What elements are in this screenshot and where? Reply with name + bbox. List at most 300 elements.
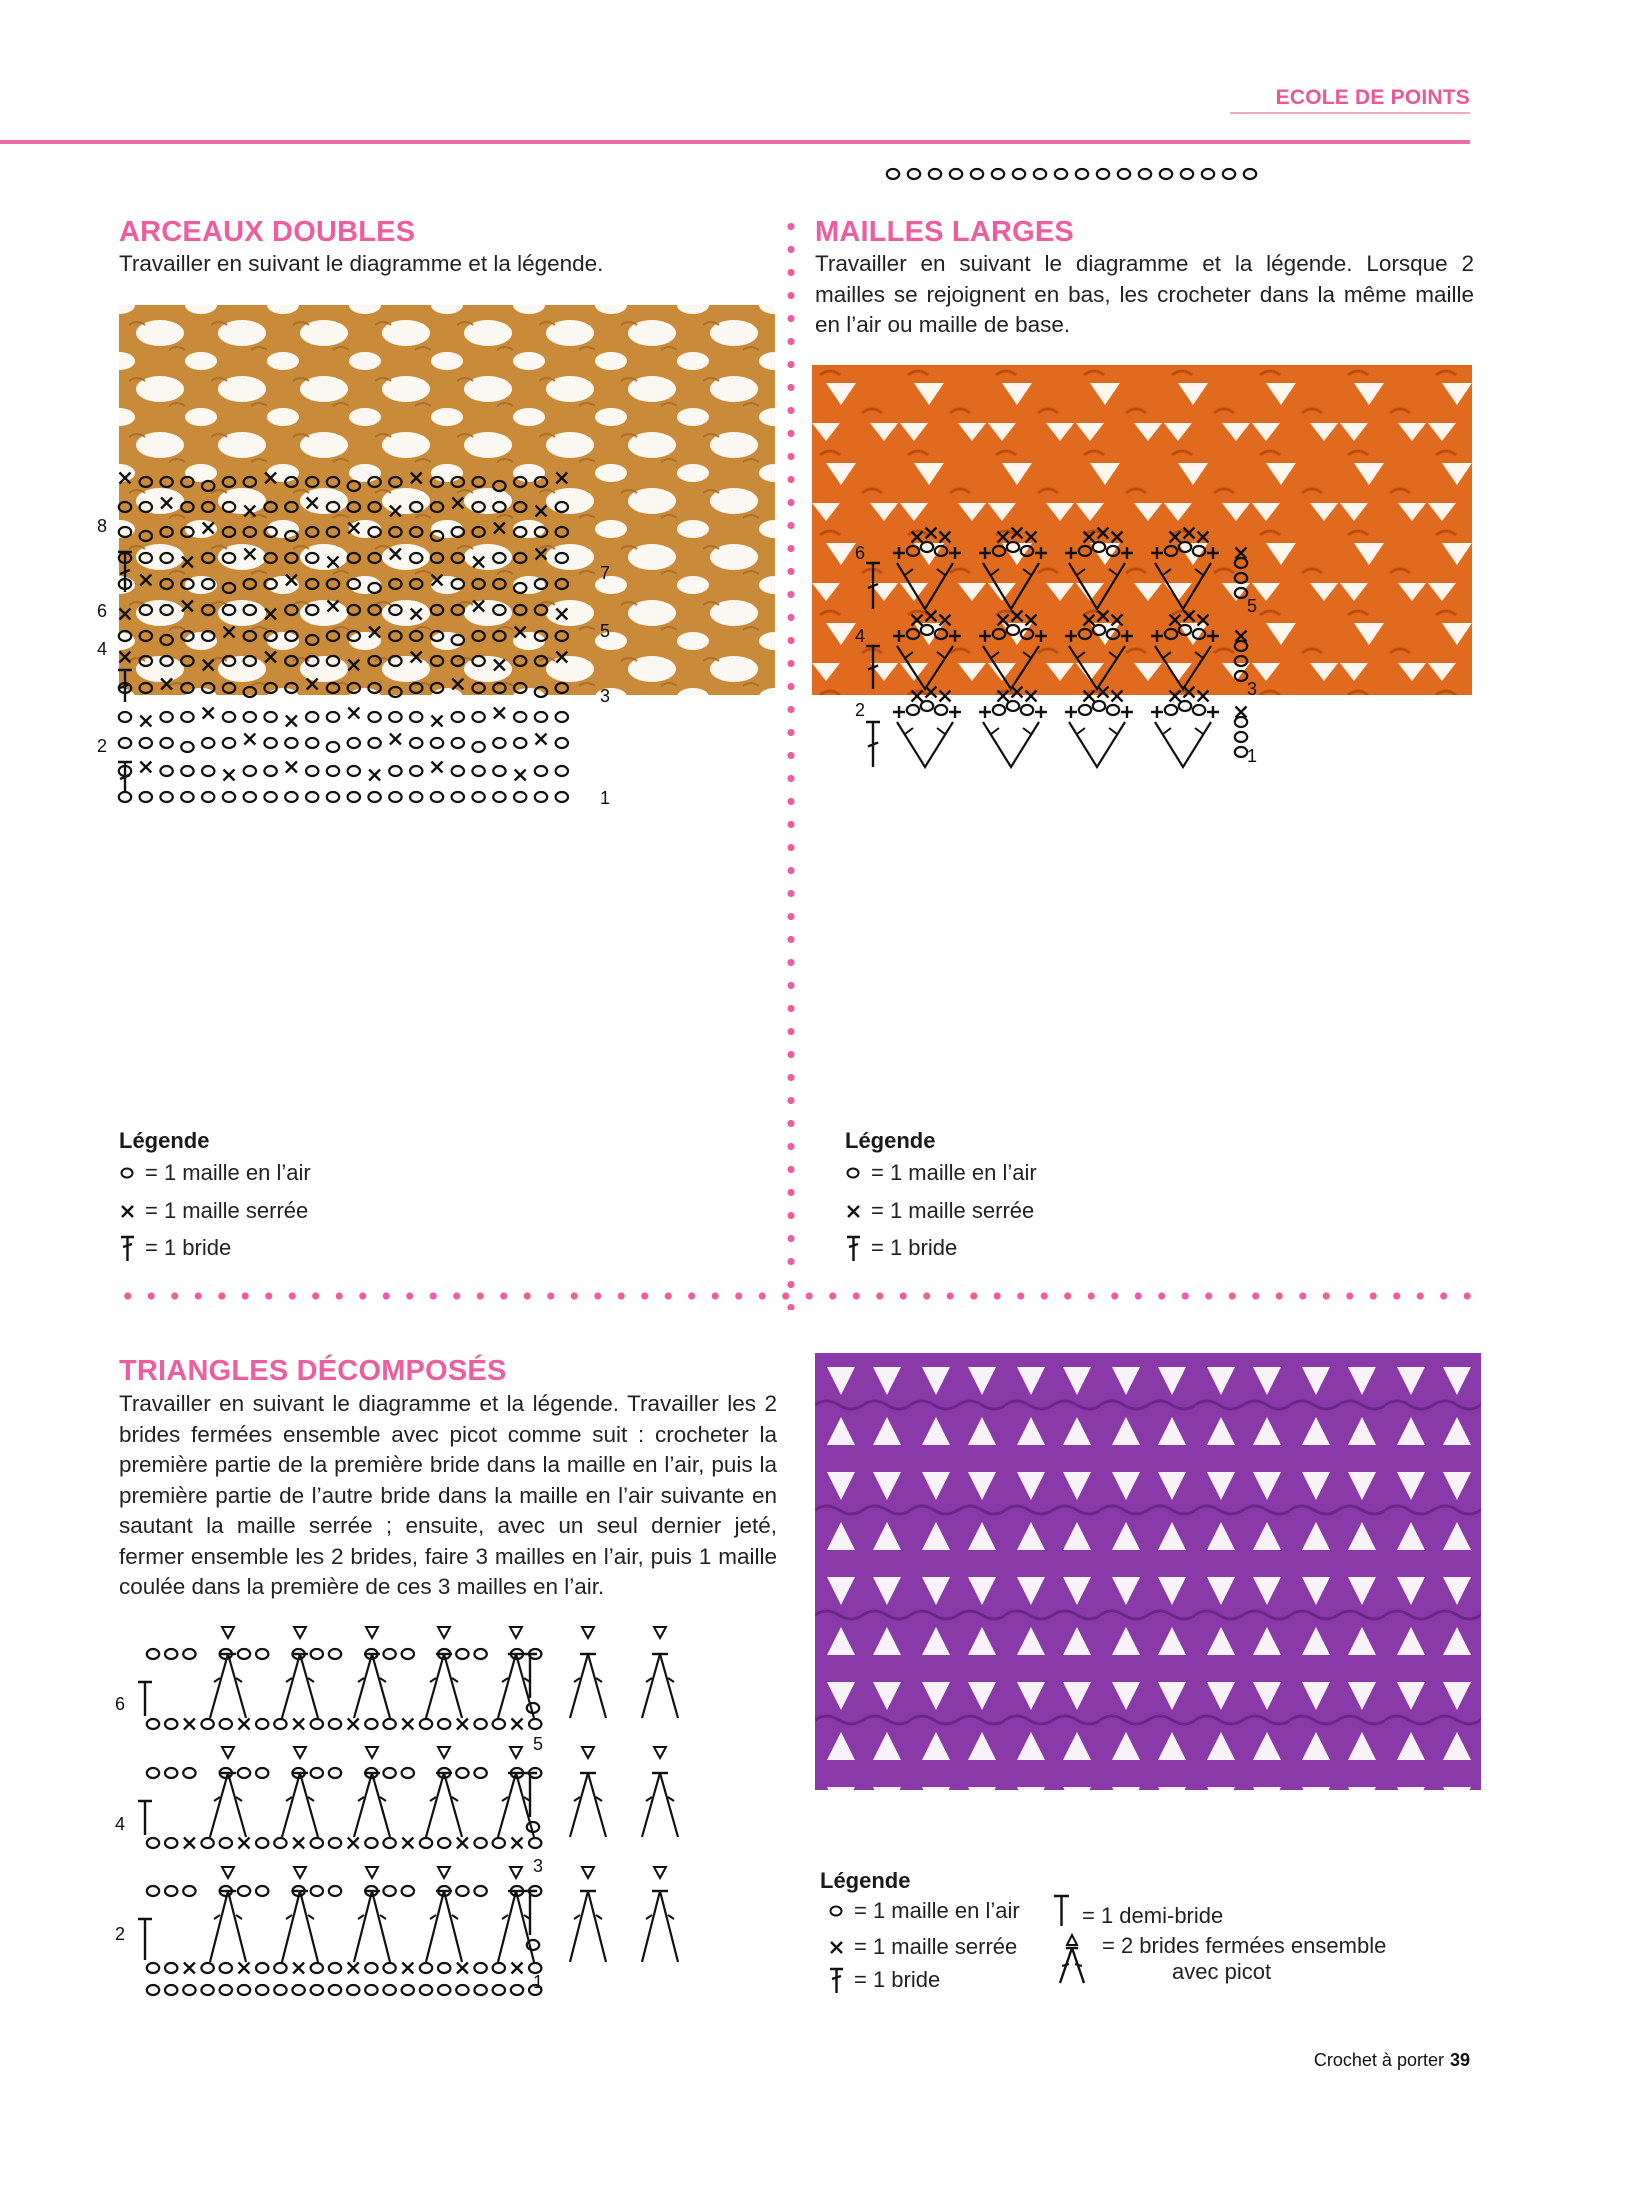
legend-row-dc <box>828 1966 1020 1994</box>
mesh-pattern-triangles <box>815 1353 1481 1790</box>
chain-stitch <box>329 1649 341 1659</box>
chain-stitch <box>556 738 568 748</box>
chain-stitch <box>456 1768 468 1778</box>
dc-together-legs <box>570 1891 606 1962</box>
half-double-crochet-stitch <box>138 1919 152 1960</box>
chain-stitch <box>935 705 947 715</box>
chain-stitch <box>238 1886 250 1896</box>
slip-stitch-mark <box>893 706 905 718</box>
chain-stitch <box>1235 717 1247 727</box>
chain-stitch <box>256 1768 268 1778</box>
chain-stitch <box>438 1985 450 1995</box>
single-crochet-stitch <box>457 1719 468 1730</box>
chain-stitch <box>256 1886 268 1896</box>
chain-stitch <box>147 1838 159 1848</box>
single-crochet-stitch <box>184 1838 195 1849</box>
chain-stitch <box>431 738 443 748</box>
chain-stitch <box>474 1649 486 1659</box>
chart-triangles <box>115 1625 795 2010</box>
dc-together-tick <box>646 1797 674 1801</box>
chain-stitch <box>535 712 547 722</box>
single-crochet-stitch <box>512 1838 523 1849</box>
picot-mark <box>222 1747 234 1758</box>
chart-mailles <box>855 543 1435 1102</box>
single-crochet-stitch <box>512 1963 523 1974</box>
single-crochet-stitch <box>402 1963 413 1974</box>
chain-stitch <box>1034 169 1046 179</box>
picot-mark <box>510 1747 522 1758</box>
chain-stitch <box>244 766 256 776</box>
row-number: 2 <box>855 700 866 720</box>
dc-together-tick <box>358 1915 386 1919</box>
single-crochet-stitch <box>140 716 151 727</box>
chain-stitch <box>274 1963 286 1973</box>
legend-text-chain: = 1 maille en l’air <box>145 1160 311 1185</box>
section-text-triangles: Travailler en suivant le diagramme et la légende. Travailler les 2 brides fermées ensemble avec picot comme suit : crocheter la première partie de la première bride dans la maille en l’air, puis la première partie de l’autre bride dans la maille en l’air suivante en sautant la maille serrée ; ensuite, avec un seul dernier jeté, fermer ensemble les 2 brides, faire 3 mailles en l’air, puis 1 maille coulée dans la première de ces 3 mailles en l’air. <box>119 1391 777 1599</box>
legend-text-dc: = 1 bride <box>854 1967 941 1992</box>
single-crochet-stitch <box>1236 707 1247 718</box>
chain-stitch <box>160 792 172 802</box>
chain-stitch <box>165 1985 177 1995</box>
dc-together-tick <box>646 1678 674 1682</box>
chain-stitch <box>119 738 131 748</box>
picot-mark <box>654 1867 666 1878</box>
chain-stitch <box>264 792 276 802</box>
chain-stitch <box>165 1886 177 1896</box>
row-number: 3 <box>1247 679 1258 699</box>
single-crochet-stitch <box>369 770 380 781</box>
chain-stitch <box>908 169 920 179</box>
chain-stitch <box>474 1838 486 1848</box>
legend-row-sc <box>119 1198 311 1224</box>
dc-together-tick <box>574 1678 602 1682</box>
v-stitch-pair <box>1155 722 1211 767</box>
picot-mark <box>222 1867 234 1878</box>
chain-stitch <box>306 766 318 776</box>
dc-together-legs <box>426 1891 462 1962</box>
row-number: 3 <box>533 1856 544 1876</box>
picot-mark <box>510 1867 522 1878</box>
v-stitch-pair <box>1069 722 1125 767</box>
chain-stitch <box>474 1963 486 1973</box>
chain-stitch <box>389 712 401 722</box>
dc-together-legs <box>210 1654 246 1718</box>
photo-swatch-mailles <box>812 365 1472 695</box>
chain-stitch <box>329 1985 341 1995</box>
legend-mailles <box>845 1128 1037 1262</box>
footer-page-number: 39 <box>1449 2050 1470 2070</box>
chain-stitch <box>474 1985 486 1995</box>
chain-stitch <box>202 738 214 748</box>
dc-together-legs <box>282 1891 318 1962</box>
row-number: 1 <box>1247 746 1258 766</box>
row-number: 4 <box>855 626 866 646</box>
legend-text-2dc-picot-line2: avec picot <box>1172 1959 1272 1984</box>
slip-stitch-mark <box>1121 706 1133 718</box>
chain-stitch <box>329 1768 341 1778</box>
single-crochet-stitch <box>293 1963 304 1974</box>
chain-stitch <box>329 1886 341 1896</box>
chain-stitch <box>556 766 568 776</box>
single-crochet-stitch <box>239 1963 250 1974</box>
chain-stitch <box>402 1649 414 1659</box>
legend-row-chain <box>845 1160 1037 1186</box>
chain-stitch <box>493 1985 505 1995</box>
legend-arceaux <box>119 1128 311 1262</box>
chain-stitch <box>201 1963 213 1973</box>
chain-stitch <box>474 1719 486 1729</box>
chain-stitch <box>474 1886 486 1896</box>
photo-swatch-triangles <box>815 1353 1481 1790</box>
chain-stitch <box>311 1768 323 1778</box>
legend-text-sc: = 1 maille serrée <box>871 1198 1035 1223</box>
picot-mark <box>510 1627 522 1638</box>
chain-stitch <box>1093 701 1105 711</box>
chain-stitch <box>181 766 193 776</box>
chain-stitch <box>452 738 464 748</box>
legend-text-dc: = 1 bride <box>871 1235 958 1260</box>
chain-stitch <box>202 766 214 776</box>
single-crochet-stitch <box>293 1719 304 1730</box>
legend-text-hdc: = 1 demi-bride <box>1082 1903 1224 1928</box>
row-number: 4 <box>115 1814 126 1834</box>
chain-stitch <box>1165 705 1177 715</box>
chain-stitch <box>389 766 401 776</box>
single-crochet-stitch <box>348 1963 359 1974</box>
chain-stitch <box>368 738 380 748</box>
chain-stitch <box>929 169 941 179</box>
legend-row-dc <box>845 1234 1037 1262</box>
chain-stitch <box>420 1838 432 1848</box>
chain-stitch <box>383 1838 395 1848</box>
chain-stitch <box>456 1649 468 1659</box>
chain-stitch <box>438 1838 450 1848</box>
chain-stitch <box>971 169 983 179</box>
single-crochet-stitch <box>536 734 547 745</box>
single-crochet-stitch <box>140 762 151 773</box>
row-number: 6 <box>855 543 866 563</box>
chain-stitch <box>1055 169 1067 179</box>
double-crochet-icon <box>845 1234 863 1262</box>
chain-stitch <box>950 169 962 179</box>
v-stitch-pair <box>983 722 1039 767</box>
chain-stitch <box>264 712 276 722</box>
single-crochet-stitch <box>512 1719 523 1730</box>
chain-stitch <box>220 1963 232 1973</box>
stitch-diagram-triangles <box>115 1625 795 2010</box>
row-number: 7 <box>600 563 611 583</box>
row-number: 3 <box>600 686 611 706</box>
dc-together-legs <box>282 1773 318 1837</box>
single-crochet-stitch <box>184 1963 195 1974</box>
chain-stitch <box>181 742 193 752</box>
chain-stitch <box>238 1768 250 1778</box>
dc-together-legs <box>354 1773 390 1837</box>
chain-stitch <box>493 792 505 802</box>
dc-together-tick <box>430 1915 458 1919</box>
chain-stitch <box>1021 705 1033 715</box>
single-crochet-stitch <box>184 1719 195 1730</box>
horizontal-dotted-divider <box>116 1292 1471 1300</box>
dc-together-legs <box>426 1654 462 1718</box>
chain-stitch <box>1179 701 1191 711</box>
chain-stitch <box>472 766 484 776</box>
chain-stitch <box>365 1838 377 1848</box>
dc-together-legs <box>498 1654 534 1718</box>
chain-stitch-icon <box>828 1902 846 1920</box>
chain-stitch <box>556 712 568 722</box>
chain-stitch <box>472 712 484 722</box>
picot-mark <box>438 1627 450 1638</box>
chain-stitch <box>327 766 339 776</box>
chain-stitch <box>327 742 339 752</box>
single-crochet-stitch <box>286 716 297 727</box>
chain-stitch <box>327 712 339 722</box>
chain-stitch <box>493 766 505 776</box>
dc-together-tick <box>358 1678 386 1682</box>
row-number: 4 <box>97 639 108 659</box>
chain-stitch <box>456 1985 468 1995</box>
chain-stitch <box>993 705 1005 715</box>
single-crochet-stitch <box>390 734 401 745</box>
legend-row-sc <box>845 1198 1037 1224</box>
chain-stitch <box>329 1719 341 1729</box>
chain-stitch <box>220 1838 232 1848</box>
single-crochet-stitch <box>203 708 214 719</box>
chain-stitch <box>1223 169 1235 179</box>
chain-stitch <box>452 766 464 776</box>
chain-stitch <box>383 1985 395 1995</box>
dc-together-legs <box>642 1891 678 1962</box>
dc-together-legs <box>498 1891 534 1962</box>
dc-together-tick <box>214 1915 242 1919</box>
section-title-arceaux: ARCEAUX DOUBLES <box>119 216 416 248</box>
single-crochet-stitch <box>494 708 505 719</box>
chain-stitch <box>147 1719 159 1729</box>
chain-stitch <box>1079 705 1091 715</box>
chain-stitch <box>202 792 214 802</box>
chain-stitch <box>274 1838 286 1848</box>
chain-stitch <box>438 1719 450 1729</box>
dc-together-tick <box>358 1797 386 1801</box>
single-crochet-icon <box>828 1938 846 1956</box>
single-crochet-stitch <box>348 1719 359 1730</box>
chain-stitch <box>183 1768 195 1778</box>
legend-text-dc: = 1 bride <box>145 1235 232 1260</box>
chain-stitch <box>256 1838 268 1848</box>
legend-text-chain: = 1 maille en l’air <box>871 1160 1037 1185</box>
chain-stitch <box>327 792 339 802</box>
header-rule <box>0 140 1470 144</box>
v-stitch-bar <box>905 728 945 734</box>
chain-stitch <box>365 1719 377 1729</box>
slip-stitch-mark <box>979 706 991 718</box>
row-number: 5 <box>1247 596 1258 616</box>
chain-stitch <box>311 1649 323 1659</box>
chain-stitch <box>514 792 526 802</box>
chain-stitch <box>1107 705 1119 715</box>
single-crochet-stitch <box>348 1838 359 1849</box>
chain-stitch <box>201 1719 213 1729</box>
half-double-crochet-stitch <box>523 1773 537 1817</box>
chain-stitch <box>456 1886 468 1896</box>
chain-stitch <box>472 742 484 752</box>
double-crochet-icon <box>119 1234 137 1262</box>
chain-stitch <box>140 738 152 748</box>
chain-stitch <box>992 169 1004 179</box>
chain-stitch <box>311 1985 323 1995</box>
dc-together-tick <box>502 1678 530 1682</box>
chain-stitch <box>183 1649 195 1659</box>
chain-stitch <box>1235 747 1247 757</box>
chain-stitch <box>147 1768 159 1778</box>
mesh-pattern-mailles <box>812 365 1472 695</box>
chain-stitch <box>383 1768 395 1778</box>
stitch-diagram-arceaux <box>95 516 775 1102</box>
section-title-triangles: TRIANGLES DÉCOMPOSÉS <box>119 1355 507 1387</box>
chain-stitch <box>238 1649 250 1659</box>
chain-stitch <box>383 1649 395 1659</box>
dc-together-tick <box>646 1915 674 1919</box>
row-number: 2 <box>115 1924 126 1944</box>
chain-stitch <box>452 792 464 802</box>
chain-stitch <box>119 792 131 802</box>
chain-stitch <box>410 792 422 802</box>
chain-stitch <box>1139 169 1151 179</box>
dc-together-legs <box>642 1773 678 1837</box>
picot-mark <box>582 1867 594 1878</box>
chain-stitch <box>292 1985 304 1995</box>
chain-stitch <box>493 1963 505 1973</box>
row-number: 1 <box>600 788 611 808</box>
chain-stitch <box>529 1838 541 1848</box>
dc-together-tick <box>502 1797 530 1801</box>
chain-stitch <box>383 1886 395 1896</box>
chain-stitch <box>556 792 568 802</box>
chain-stitch <box>420 1963 432 1973</box>
chain-stitch <box>535 766 547 776</box>
double-crochet-icon <box>828 1966 846 1994</box>
v-stitch-bar <box>991 728 1031 734</box>
single-crochet-stitch <box>244 734 255 745</box>
dc-together-legs <box>282 1654 318 1718</box>
picot-mark <box>366 1747 378 1758</box>
chain-stitch <box>1118 169 1130 179</box>
chain-stitch <box>1244 169 1256 179</box>
chain-stitch <box>921 701 933 711</box>
chain-stitch <box>256 1719 268 1729</box>
chain-stitch <box>306 738 318 748</box>
legend-text-sc: = 1 maille serrée <box>145 1198 309 1223</box>
picot-mark <box>222 1627 234 1638</box>
chain-stitch <box>511 1985 523 1995</box>
chain-stitch <box>474 1768 486 1778</box>
chain-stitch <box>220 1985 232 1995</box>
legend-row-hdc <box>1052 1893 1386 1929</box>
chain-stitch <box>238 1985 250 1995</box>
picot-mark <box>294 1747 306 1758</box>
single-crochet-stitch <box>515 770 526 781</box>
chain-stitch <box>181 712 193 722</box>
single-crochet-stitch <box>402 1838 413 1849</box>
section-text-mailles: Travailler en suivant le diagramme et la légende. Lorsque 2 mailles se rejoignent en bas, les crocheter dans la même maille en l’air ou maille de base. <box>815 251 1474 337</box>
legend-text-sc: = 1 maille serrée <box>854 1934 1018 1959</box>
chain-stitch <box>431 792 443 802</box>
chain-stitch <box>311 1719 323 1729</box>
header-rule-thin <box>1230 112 1470 114</box>
chain-stitch <box>140 792 152 802</box>
chain-stitch <box>311 1963 323 1973</box>
chain-stitch <box>348 738 360 748</box>
picot-mark <box>438 1747 450 1758</box>
row-number: 5 <box>600 621 611 641</box>
mesh-pattern-arceaux <box>119 305 775 695</box>
picot-mark <box>654 1627 666 1638</box>
single-crochet-stitch <box>239 1719 250 1730</box>
v-stitch-pair <box>897 722 953 767</box>
chain-stitch <box>147 1963 159 1973</box>
chain-stitch <box>529 1719 541 1729</box>
chain-stitch <box>438 1963 450 1973</box>
chain-stitch <box>389 792 401 802</box>
dc-together-legs <box>426 1773 462 1837</box>
picot-mark <box>654 1747 666 1758</box>
chain-stitch <box>256 1649 268 1659</box>
single-crochet-stitch <box>293 1838 304 1849</box>
section-title-mailles: MAILLES LARGES <box>815 216 1074 248</box>
chain-stitch <box>887 169 899 179</box>
chain-stitch <box>201 1838 213 1848</box>
chain-stitch <box>383 1963 395 1973</box>
legend-row-2dc-picot <box>1052 1933 1386 1985</box>
slip-stitch-mark <box>1207 706 1219 718</box>
picot-mark <box>582 1747 594 1758</box>
v-stitch-bar <box>1163 728 1203 734</box>
chain-stitch <box>274 1985 286 1995</box>
chain-stitch <box>420 1985 432 1995</box>
chain-stitch <box>160 738 172 748</box>
legend-title: Légende <box>845 1128 936 1153</box>
picot-mark <box>366 1867 378 1878</box>
chain-stitch <box>264 766 276 776</box>
dc-together-legs <box>642 1654 678 1718</box>
chain-stitch <box>410 738 422 748</box>
dc-together-legs <box>210 1773 246 1837</box>
dc-together-tick <box>214 1797 242 1801</box>
picot-mark <box>366 1627 378 1638</box>
slip-stitch-mark <box>1151 706 1163 718</box>
dc-together-tick <box>574 1915 602 1919</box>
chain-stitch <box>452 712 464 722</box>
chain-stitch <box>223 712 235 722</box>
chain-stitch <box>347 1985 359 1995</box>
half-double-crochet-icon <box>1052 1893 1072 1927</box>
single-crochet-stitch <box>457 1838 468 1849</box>
chain-stitch <box>306 712 318 722</box>
chain-stitch <box>311 1886 323 1896</box>
chain-stitch <box>160 766 172 776</box>
legend-row-sc <box>828 1934 1020 1960</box>
dc-together-tick <box>286 1915 314 1919</box>
chain-stitch <box>223 792 235 802</box>
dc-together-legs <box>498 1773 534 1837</box>
dc-together-tick <box>286 1678 314 1682</box>
chain-stitch <box>329 1838 341 1848</box>
section-text-arceaux: Travailler en suivant le diagramme et la légende. <box>119 251 604 276</box>
chain-stitch <box>285 738 297 748</box>
dc-together-legs <box>354 1654 390 1718</box>
chain-stitch <box>1007 701 1019 711</box>
